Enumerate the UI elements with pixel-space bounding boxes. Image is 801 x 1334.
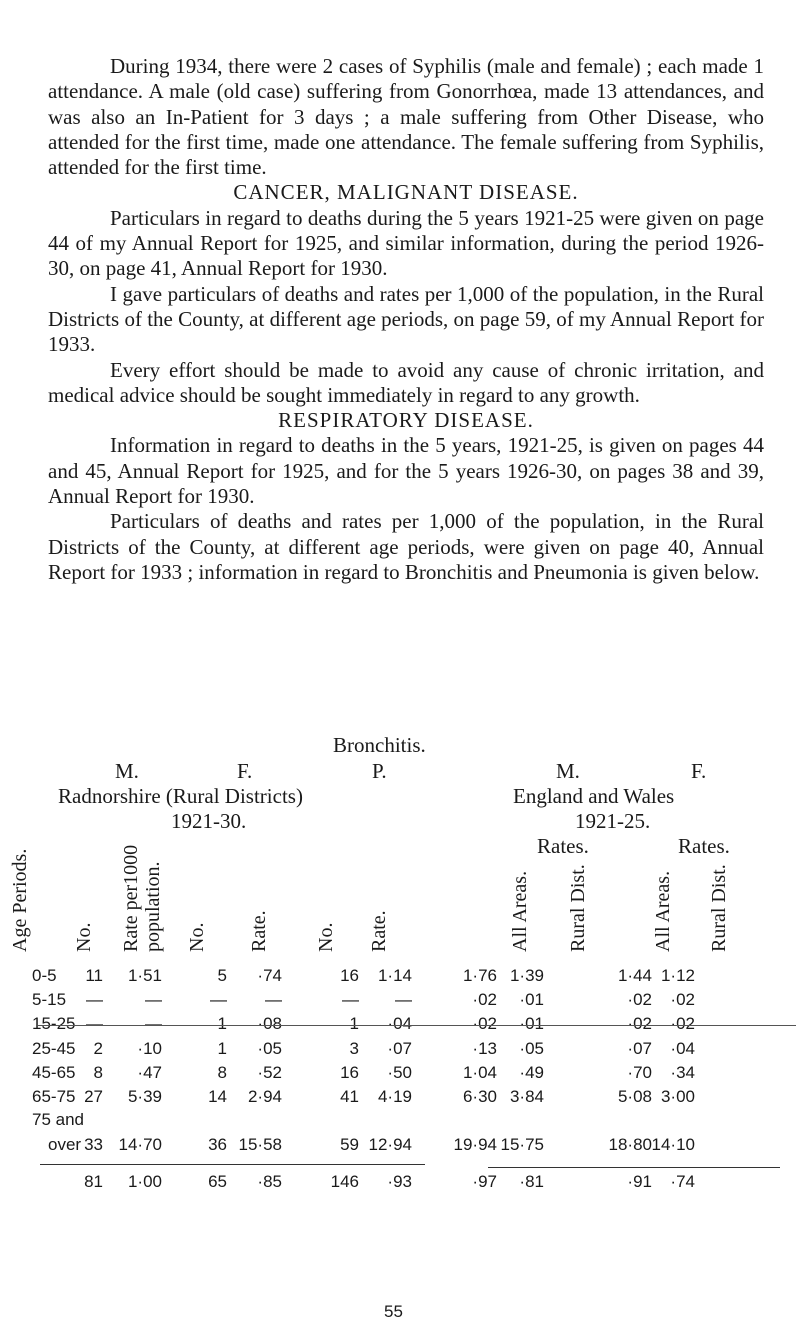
header-left-area: Radnorshire (Rural Districts) <box>58 784 303 808</box>
table-cell: 8 <box>93 1063 103 1082</box>
table-cell: 1·04 <box>462 1063 497 1082</box>
total-cell: 1·00 <box>127 1172 162 1191</box>
table-cell: 3 <box>349 1039 359 1058</box>
total-cell: ·93 <box>387 1172 412 1191</box>
table-cell: 1·51 <box>127 966 162 985</box>
table-cell: 1 <box>217 1014 227 1033</box>
paragraph-respiratory-2: Particulars of deaths and rates per 1,000 of the population, in the Rural Districts of the County, at different age periods, were given on page 40, Annual Report for 1933 ; information in regard to Bronchitis and Pneumonia is given below. <box>48 509 764 584</box>
table-cell: — <box>86 990 103 1009</box>
table-cell: 1·44 <box>617 966 652 985</box>
total-cell: 65 <box>208 1172 227 1191</box>
total-cell: ·91 <box>627 1172 652 1191</box>
table-cell: 1·14 <box>377 966 412 985</box>
col-left-f-no: No. <box>186 922 208 952</box>
age-period-label: 0-5 <box>32 966 57 985</box>
table-cell: 5 <box>217 966 227 985</box>
table-cell: ·04 <box>670 1039 695 1058</box>
table-cell: 14·10 <box>651 1135 695 1154</box>
total-rule-left <box>40 1164 425 1165</box>
header-rates-male: Rates. <box>537 834 589 858</box>
table-cell: 3·84 <box>509 1087 544 1106</box>
table-cell: 8 <box>217 1063 227 1082</box>
heading-respiratory: RESPIRATORY DISEASE. <box>278 408 534 433</box>
age-period-label: 45-65 <box>32 1063 76 1082</box>
table-cell: 1 <box>349 1014 359 1033</box>
header-left-p: P. <box>372 759 387 783</box>
table-title: Bronchitis. <box>333 733 426 757</box>
table-cell: ·50 <box>387 1063 412 1082</box>
col-right-f-rural: Rural Dist. <box>708 864 730 952</box>
table-cell: ·34 <box>670 1063 695 1082</box>
table-cell: 1·76 <box>462 966 497 985</box>
paragraph-cancer-2: I gave particulars of deaths and rates per 1,000 of the population, in the Rural Districts of the County, at different age periods, on page 59, of my Annual Report for 1933. <box>48 281 764 357</box>
paragraph-cancer-1: Particulars in regard to deaths during the 5 years 1921-25 were given on page 44 of my Annual Report for 1925, and similar information, during the period 1926-30, on page 41, Annual Report for 1930. <box>48 205 764 281</box>
header-right-area: England and Wales <box>513 784 675 808</box>
age-period-label: 15-25 <box>32 1014 76 1033</box>
table-cell: 1·12 <box>660 966 695 985</box>
col-left-m-rate: Rate per1000 population. <box>120 844 164 952</box>
table-cell: ·07 <box>387 1039 412 1058</box>
heading-cancer: CANCER, MALIGNANT DISEASE. <box>233 180 579 205</box>
table-cell: ·05 <box>257 1039 282 1058</box>
col-left-m-no: No. <box>73 922 95 952</box>
table-cell: ·74 <box>257 966 282 985</box>
age-period-label: 75 and <box>32 1110 84 1129</box>
table-cell: 59 <box>340 1135 359 1154</box>
total-cell: 146 <box>330 1172 359 1191</box>
table-cell: 14·70 <box>118 1135 162 1154</box>
table-cell: 5·39 <box>127 1087 162 1106</box>
table-cell: ·52 <box>257 1063 282 1082</box>
table-cell: — <box>145 990 162 1009</box>
table-cell: 12·94 <box>368 1135 412 1154</box>
col-left-f-rate: Rate. <box>248 910 270 952</box>
table-cell: — <box>86 1014 103 1033</box>
table-cell: ·08 <box>257 1014 282 1033</box>
table-cell: ·02 <box>472 990 497 1009</box>
table-cell: 36 <box>208 1135 227 1154</box>
table-cell: ·02 <box>472 1014 497 1033</box>
age-period-label: 65-75 <box>32 1087 76 1106</box>
table-cell: ·10 <box>137 1039 162 1058</box>
table-cell: 14 <box>208 1087 227 1106</box>
table-cell: ·05 <box>519 1039 544 1058</box>
table-cell: 1 <box>217 1039 227 1058</box>
age-period-label: 5-15 <box>32 990 67 1009</box>
header-left-f: F. <box>237 759 253 783</box>
paragraph-respiratory-1: Information in regard to deaths in the 5 years, 1921-25, is given on pages 44 and 45, Annual Report for 1925, and for the 5 years 1926-30, on pages 38 and 39, Annual Report for 1930. <box>48 433 764 509</box>
table-cell: ·02 <box>627 990 652 1009</box>
total-cell: 81 <box>84 1172 103 1191</box>
table-cell: ·04 <box>387 1014 412 1033</box>
table-cell: 2 <box>93 1039 103 1058</box>
table-cell: — <box>395 990 412 1009</box>
table-cell: 27 <box>84 1087 103 1106</box>
table-cell: ·01 <box>519 990 544 1009</box>
header-right-f: F. <box>691 759 707 783</box>
col-left-p-rate: Rate. <box>368 910 390 952</box>
row-separator <box>38 1025 796 1026</box>
table-cell: 16 <box>340 966 359 985</box>
table-cell: 33 <box>84 1135 103 1154</box>
table-cell: ·02 <box>670 1014 695 1033</box>
total-rule-right <box>488 1167 780 1168</box>
table-cell: ·70 <box>627 1063 652 1082</box>
age-period-label: 25-45 <box>32 1039 76 1058</box>
table-cell: 2·94 <box>247 1087 282 1106</box>
age-period-label: over <box>48 1135 82 1154</box>
table-cell: ·47 <box>137 1063 162 1082</box>
table-cell: ·02 <box>670 990 695 1009</box>
header-right-period: 1921-25. <box>575 809 651 833</box>
table-cell: 15·75 <box>500 1135 544 1154</box>
table-cell: 16 <box>340 1063 359 1082</box>
table-cell: 11 <box>85 966 103 985</box>
total-cell: ·85 <box>257 1172 282 1191</box>
table-cell: 3·00 <box>660 1087 695 1106</box>
table-cell: ·07 <box>627 1039 652 1058</box>
col-age-periods: Age Periods. <box>9 848 31 952</box>
table-cell: 15·58 <box>238 1135 282 1154</box>
table-cell: 6·30 <box>462 1087 497 1106</box>
table-cell: 4·19 <box>377 1087 412 1106</box>
header-rates-female: Rates. <box>678 834 730 858</box>
col-right-f-all: All Areas. <box>652 870 674 952</box>
table-cell: ·01 <box>519 1014 544 1033</box>
header-left-period: 1921-30. <box>171 809 247 833</box>
table-cell: — <box>145 1014 162 1033</box>
table-cell: ·13 <box>472 1039 497 1058</box>
table-cell: 41 <box>340 1087 359 1106</box>
page-number: 55 <box>384 1302 403 1321</box>
table-cell: — <box>265 990 282 1009</box>
table-cell: 5·08 <box>617 1087 652 1106</box>
col-right-m-rural: Rural Dist. <box>567 864 589 952</box>
table-cell: — <box>342 990 359 1009</box>
total-cell: ·81 <box>519 1172 544 1191</box>
paragraph-venereal: During 1934, there were 2 cases of Syphilis (male and female) ; each made 1 attendance. A male (old case) suffering from Gonorrhœa, made 13 attendances, and was also an In-Patient for 3 days ; a male suffering from Other Disease, who attended for the first time, made one attendance. The female suffering from Syphilis, attended for the first time. <box>48 54 764 180</box>
total-cell: ·97 <box>472 1172 497 1191</box>
paragraph-cancer-3: Every effort should be made to avoid any cause of chronic irritation, and medical advice should be sought immediately in regard to any growth. <box>48 357 764 407</box>
header-right-m: M. <box>556 759 580 783</box>
table-cell: 1·39 <box>509 966 544 985</box>
table-cell: 19·94 <box>453 1135 497 1154</box>
table-cell: 18·80 <box>608 1135 652 1154</box>
col-right-m-all: All Areas. <box>509 870 531 952</box>
total-cell: ·74 <box>670 1172 695 1191</box>
table-cell: ·49 <box>519 1063 544 1082</box>
col-left-p-no: No. <box>315 922 337 952</box>
table-cell: ·02 <box>627 1014 652 1033</box>
header-left-m: M. <box>115 759 139 783</box>
table-cell: — <box>210 990 227 1009</box>
